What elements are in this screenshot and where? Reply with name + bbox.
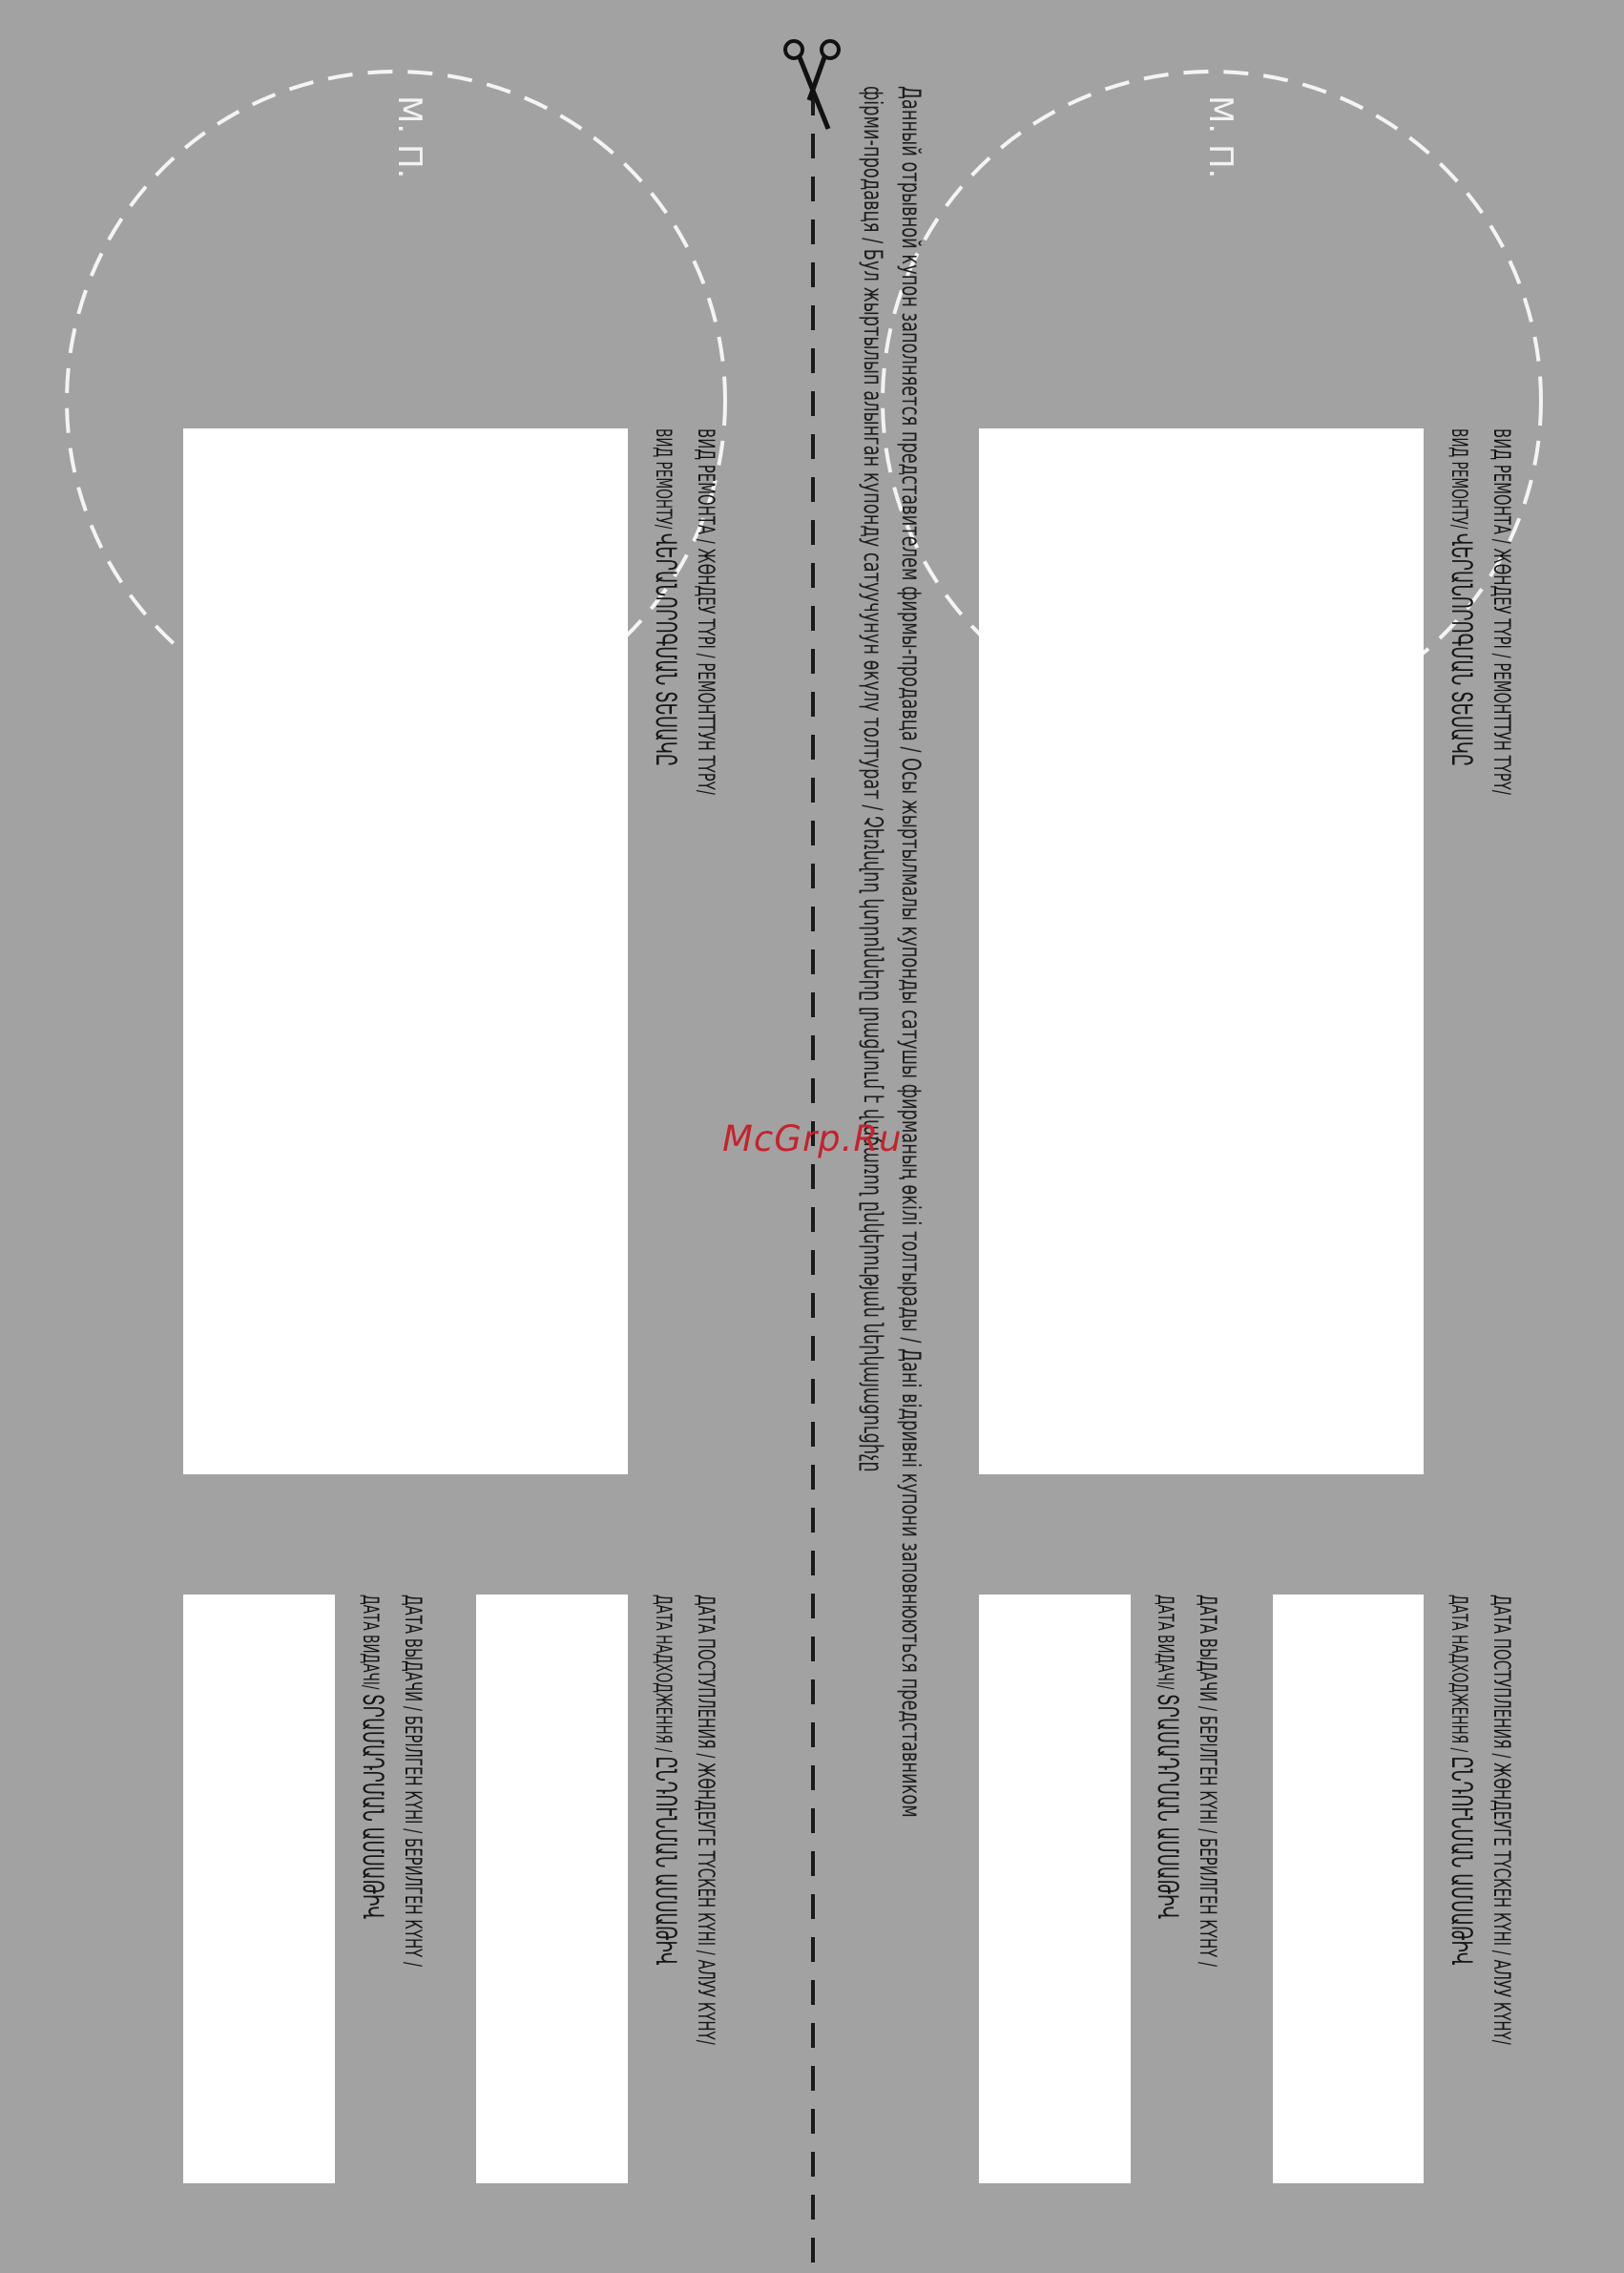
receipt-date-prefix-left: ДАТА НАДХОДЖЕННЯ / [651,1595,675,1757]
receipt-date-label2-left [650,1595,682,1966]
receipt-date-arm-left: ԸՆԴՈՒՆՄԱՆ ԱՄՍԱԹԻՎ [650,1756,682,1966]
issue-date-box-left[interactable] [183,1595,335,2183]
repair-type-box-right[interactable] [979,428,1424,1474]
stamp-label-right: М. П. [1201,95,1239,179]
receipt-date-box-right[interactable] [1273,1595,1424,2183]
issue-date-label-left: ДАТА ВЫДАЧИ / БЕРІЛГЕН КҮНІ / БЕРИЛГЕН КҮНҮ / [400,1595,427,1967]
coupon-note-line1: Данный отрывной купон заполняется представителем фирмы-продавца / Осы жыртылмалы купонды сатушы фирманың өкілі толтырады / Дані відривні купони заповнюються представником [896,86,926,1818]
scissors-icon [785,41,839,129]
receipt-date-label-left: ДАТА ПОСТУПЛЕНИЯ / ЖӨНДЕУГЕ ТҮСКЕН КҮНІ / АЛУУ КҮНҮ/ [693,1595,719,2045]
issue-date-prefix-right: ДАТА ВИДАЧІ/ [1153,1595,1176,1694]
repair-type-label-left: ВИД РЕМОНТА / ЖӨНДЕУ ТҮРІ / РЕМОНТТУН ТҮРҮ/ [693,428,719,795]
repair-type-box-left[interactable] [183,428,628,1474]
repair-type-prefix-left: ВИД РЕМОНТУ/ [651,428,675,533]
repair-type-label-right: ВИД РЕМОНТА / ЖӨНДЕУ ТҮРІ / РЕМОНТТУН ТҮРҮ/ [1489,428,1515,795]
receipt-date-box-left[interactable] [476,1595,628,2183]
issue-date-arm-left: ՏՐԱՄԱԴՐՄԱՆ ԱՄՍԱԹԻՎ [357,1693,389,1919]
repair-type-prefix-right: ВИД РЕМОНТУ/ [1447,428,1470,533]
watermark: McGrp.Ru [722,1118,903,1159]
issue-date-label2-left [357,1595,389,1919]
issue-date-label2-right [1152,1595,1184,1919]
receipt-date-label-right: ДАТА ПОСТУПЛЕНИЯ / ЖӨНДЕУГЕ ТҮСКЕН КҮНІ / АЛУУ КҮНҮ/ [1489,1595,1515,2045]
repair-type-label2-right [1446,428,1478,767]
repair-type-arm-right: ՎԵՐԱՆՈՐՈԳՄԱՆ ՏԵՍԱԿԸ [1446,532,1478,767]
stamp-label-left: М. П. [390,95,428,179]
issue-date-prefix-left: ДАТА ВИДАЧІ/ [358,1595,382,1694]
receipt-date-arm-right: ԸՆԴՈՒՆՄԱՆ ԱՄՍԱԹԻՎ [1446,1756,1478,1966]
receipt-date-prefix-right: ДАТА НАДХОДЖЕННЯ / [1447,1595,1470,1757]
issue-date-arm-right: ՏՐԱՄԱԴՐՄԱՆ ԱՄՍԱԹԻՎ [1152,1693,1184,1919]
repair-type-label2-left [650,428,682,767]
issue-date-label-right: ДАТА ВЫДАЧИ / БЕРІЛГЕН КҮНІ / БЕРИЛГЕН КҮНҮ / [1195,1595,1221,1967]
receipt-date-label2-right [1446,1595,1478,1966]
repair-type-arm-left: ՎԵՐԱՆՈՐՈԳՄԱՆ ՏԵՍԱԿԸ [650,532,682,767]
coupon-note-line2: фірми-продавця / Бул жыртылып алынган купонду сатуучунун өкүлү толтурат / Չեռնվող կտրոնները լրացնում է վաճառող ընկերության ներկայացուցիչը [858,86,887,1472]
issue-date-box-right[interactable] [979,1595,1131,2183]
